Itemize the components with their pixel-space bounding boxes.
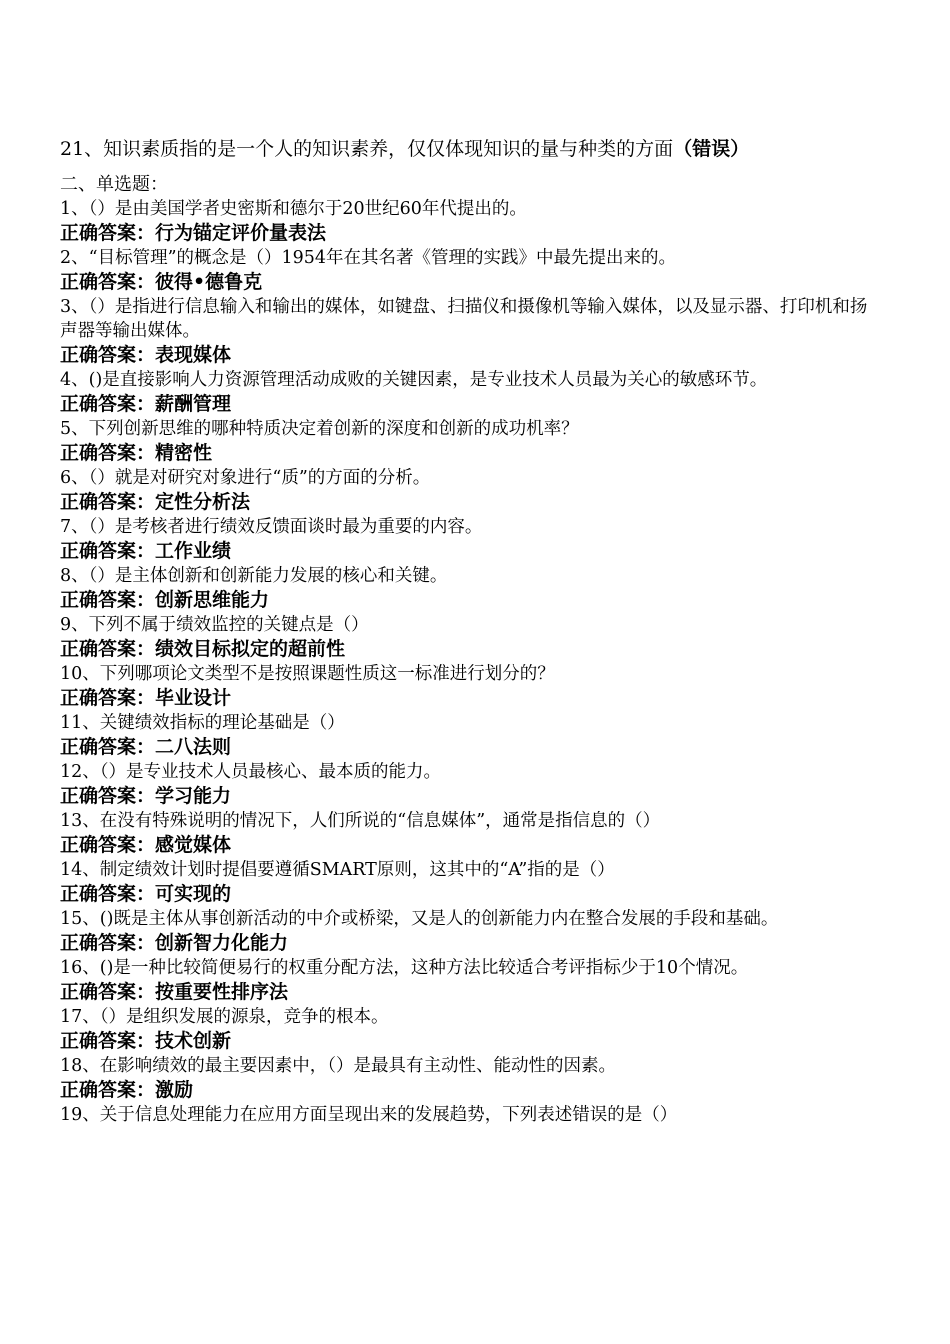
document-page xyxy=(60,136,880,1127)
answer-text: 正确答案：行为锚定评价量表法 xyxy=(60,222,327,244)
answer-text: 正确答案：感觉媒体 xyxy=(60,834,232,856)
answer-text: 正确答案：学习能力 xyxy=(60,785,232,807)
answer-text: 正确答案：毕业设计 xyxy=(60,687,232,709)
question-text: 8、（）是主体创新和创新能力发展的核心和关键。 xyxy=(60,566,448,586)
truefalse-item-21 xyxy=(60,136,880,162)
question-text: 3、（）是指进行信息输入和输出的媒体，如键盘、扫描仪和摄像机等输入媒体，以及显示器、打印机和扬声器等输出媒体。 xyxy=(60,297,868,341)
answer-text: 正确答案：创新思维能力 xyxy=(60,589,270,611)
question-text: 19、关于信息处理能力在应用方面呈现出来的发展趋势，下列表述错误的是（） xyxy=(60,1105,678,1125)
answer-text: 正确答案：按重要性排序法 xyxy=(60,981,289,1003)
question-text: 14、制定绩效计划时提倡要遵循SMART原则，这其中的“A”指的是（） xyxy=(60,860,615,880)
question-text: 18、在影响绩效的最主要因素中，（）是最具有主动性、能动性的因素。 xyxy=(60,1056,617,1076)
answer-text: 正确答案：彼得•德鲁克 xyxy=(60,271,263,293)
answer-text: 正确答案：可实现的 xyxy=(60,883,232,905)
question-text: 21、知识素质指的是一个人的知识素养，仅仅体现知识的量与种类的方面 xyxy=(60,138,674,160)
question-text: 1、（）是由美国学者史密斯和德尔于20世纪60年代提出的。 xyxy=(60,199,527,219)
answer-text: 正确答案：精密性 xyxy=(60,442,213,464)
answer-text: 正确答案：技术创新 xyxy=(60,1030,232,1052)
question-text: 10、下列哪项论文类型不是按照课题性质这一标准进行划分的？ xyxy=(60,664,555,684)
answer-text: 正确答案：工作业绩 xyxy=(60,540,232,562)
question-text: 17、（）是组织发展的源泉，竞争的根本。 xyxy=(60,1007,389,1027)
question-text: 6、（）就是对研究对象进行“质”的方面的分析。 xyxy=(60,468,431,488)
question-text: 4、()是直接影响人力资源管理活动成败的关键因素，是专业技术人员最为关心的敏感环节。 xyxy=(60,370,768,390)
answer-text: 正确答案：创新智力化能力 xyxy=(60,932,289,954)
question-text: 12、（）是专业技术人员最核心、最本质的能力。 xyxy=(60,762,442,782)
question-text: 2、“目标管理”的概念是（）1954年在其名著《管理的实践》中最先提出来的。 xyxy=(60,248,677,268)
question-text: 9、下列不属于绩效监控的关键点是（） xyxy=(60,615,369,635)
question-text: 5、下列创新思维的哪种特质决定着创新的深度和创新的成功机率？ xyxy=(60,419,579,439)
answer-text: 正确答案：激励 xyxy=(60,1079,194,1101)
question-text: 7、（）是考核者进行绩效反馈面谈时最为重要的内容。 xyxy=(60,517,483,537)
question-text: 13、在没有特殊说明的情况下，人们所说的“信息媒体”，通常是指信息的（） xyxy=(60,811,661,831)
answer-text: 正确答案：定性分析法 xyxy=(60,491,251,513)
answer-text: 正确答案：表现媒体 xyxy=(60,344,232,366)
question-list xyxy=(60,197,880,1127)
answer-text: 正确答案：绩效目标拟定的超前性 xyxy=(60,638,346,660)
answer-text: （错误） xyxy=(673,138,750,160)
question-text: 16、()是一种比较简便易行的权重分配方法，这种方法比较适合考评指标少于10个情况。 xyxy=(60,958,749,978)
answer-text: 正确答案：薪酬管理 xyxy=(60,393,232,415)
answer-text: 正确答案：二八法则 xyxy=(60,736,232,758)
question-text: 15、()既是主体从事创新活动的中介或桥梁，又是人的创新能力内在整合发展的手段和基础。 xyxy=(60,909,779,929)
section-title: 二、单选题： xyxy=(60,174,168,195)
question-text: 11、关键绩效指标的理论基础是（） xyxy=(60,713,345,733)
